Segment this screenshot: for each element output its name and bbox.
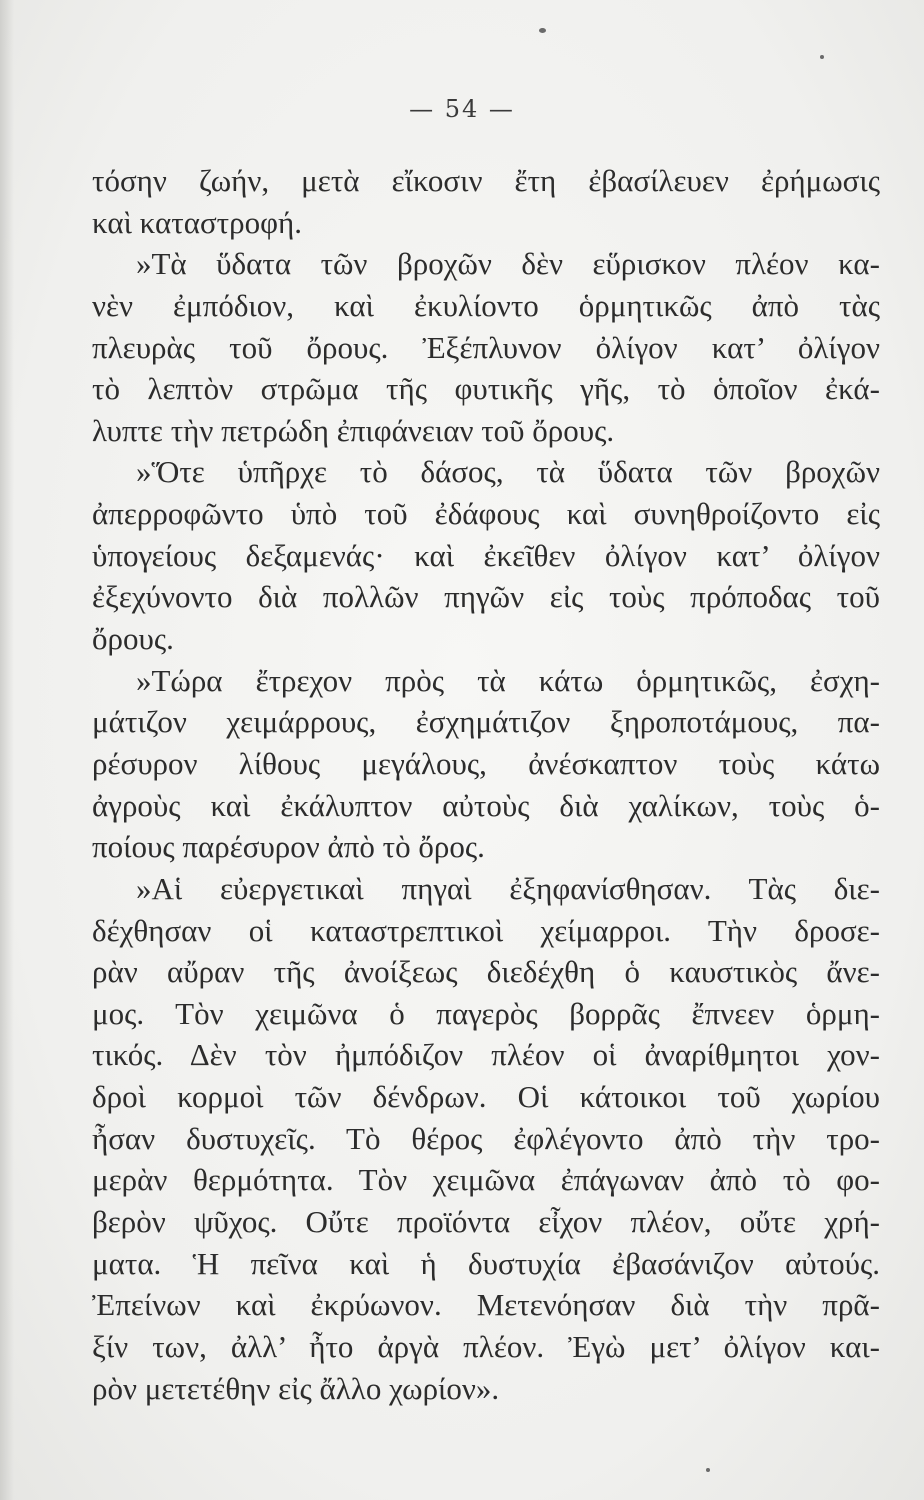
text-line: ρὸν μετετέθην εἰς ἄλλο χωρίον».: [92, 1370, 500, 1406]
page-edge-shadow: [0, 0, 14, 1500]
text-line: νὲν ἐμπόδιον, καὶ ἐκυλίοντο ὁρμητικῶς ἀπὸ τὰς: [92, 287, 880, 323]
text-line: ἐξεχύνοντο διὰ πολλῶν πηγῶν εἰς τοὺς πρόποδας τοῦ: [92, 579, 880, 615]
text-line: τὸ λεπτὸν στρῶμα τῆς φυτικῆς γῆς, τὸ ὁποῖον ἐκά-: [92, 371, 880, 407]
text-line: μάτιζον χειμάρρους, ἐσχημάτιζον ξηροποτάμους, πα-: [92, 704, 880, 740]
text-line: μερὰν θερμότητα. Τὸν χειμῶνα ἐπάγωναν ἀπὸ τὸ φο-: [92, 1162, 880, 1198]
text-line: ὄρους.: [92, 621, 174, 657]
ink-speck: [539, 28, 546, 33]
text-line: ξίν των, ἀλλ’ ἦτο ἀργὰ πλέον. Ἐγὼ μετ’ ὀλίγον και-: [92, 1328, 880, 1364]
text-line: ρέσυρον λίθους μεγάλους, ἀνέσκαπτον τοὺς κάτω: [92, 745, 880, 781]
body-text: [92, 160, 880, 1409]
text-line: δέχθησαν οἱ καταστρεπτικοὶ χείμαρροι. Τὴν δροσε-: [92, 912, 880, 948]
text-line: ἦσαν δυστυχεῖς. Τὸ θέρος ἐφλέγοντο ἀπὸ τὴν τρο-: [92, 1120, 880, 1156]
text-line: ποίους παρέσυρον ἀπὸ τὸ ὄρος.: [92, 829, 485, 865]
text-line: λυπτε τὴν πετρώδη ἐπιφάνειαν τοῦ ὄρους.: [92, 412, 615, 448]
text-line: τόσην ζωήν, μετὰ εἴκοσιν ἔτη ἐβασίλευεν ἐρήμωσις: [92, 163, 880, 198]
page-number: — 54 —: [409, 95, 515, 123]
ink-speck: [820, 55, 824, 59]
text-line: ἀγροὺς καὶ ἐκάλυπτον αὐτοὺς διὰ χαλίκων, τοὺς ὁ-: [92, 787, 880, 823]
text-line: »Αἱ εὐεργετικαὶ πηγαὶ ἐξηφανίσθησαν. Τὰς διε-: [136, 870, 880, 906]
text-line: ὑπογείους δεξαμενάς· καὶ ἐκεῖθεν ὀλίγον κατ’ ὀλίγον: [92, 537, 880, 573]
text-line: »Ὅτε ὑπῆρχε τὸ δάσος, τὰ ὕδατα τῶν βροχῶν: [136, 454, 880, 490]
text-line: δροὶ κορμοὶ τῶν δένδρων. Οἱ κάτοικοι τοῦ χωρίου: [92, 1079, 880, 1115]
text-line: πλευρὰς τοῦ ὄρους. Ἐξέπλυνον ὀλίγον κατ’ ὀλίγον: [92, 329, 880, 365]
text-line: τικός. Δὲν τὸν ἠμπόδιζον πλέον οἱ ἀναρίθμητοι χον-: [92, 1037, 880, 1073]
text-line: ματα. Ἡ πεῖνα καὶ ἡ δυστυχία ἐβασάνιζον αὐτούς.: [92, 1245, 880, 1281]
text-line: »Τὰ ὕδατα τῶν βροχῶν δὲν εὕρισκον πλέον κα-: [136, 246, 880, 282]
text-line: βερὸν ψῦχος. Οὔτε προϊόντα εἶχον πλέον, οὔτε χρή-: [92, 1204, 880, 1240]
text-line: ρὰν αὔραν τῆς ἀνοίξεως διεδέχθη ὁ καυστικὸς ἄνε-: [92, 954, 880, 990]
ink-speck: [706, 1468, 710, 1472]
text-line: καὶ καταστροφή.: [92, 204, 302, 240]
text-line: μος. Τὸν χειμῶνα ὁ παγερὸς βορρᾶς ἔπνεεν ὁρμη-: [92, 995, 880, 1031]
text-line: Ἐπείνων καὶ ἐκρύωνον. Μετενόησαν διὰ τὴν πρᾶ-: [92, 1287, 880, 1323]
text-line: ἀπερροφῶντο ὑπὸ τοῦ ἐδάφους καὶ συνηθροίζοντο εἰς: [92, 496, 880, 532]
text-line: »Τώρα ἔτρεχον πρὸς τὰ κάτω ὁρμητικῶς, ἐσχη-: [136, 662, 880, 698]
